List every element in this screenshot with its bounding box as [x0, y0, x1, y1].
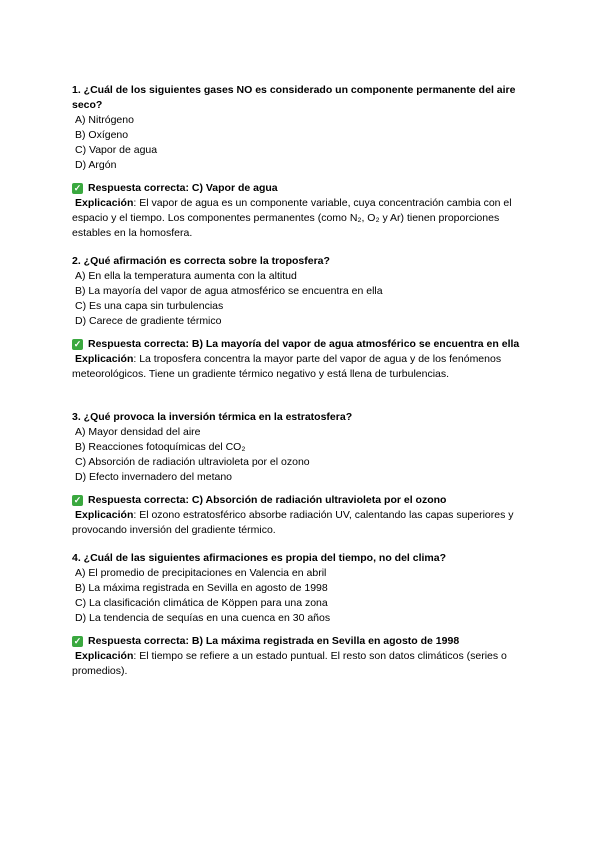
answer-text: Respuesta correcta: C) Absorción de radiación ultravioleta por el ozono [88, 494, 447, 506]
answer-text: Respuesta correcta: B) La máxima registrada en Sevilla en agosto de 1998 [88, 635, 460, 647]
check-icon: ✓ [73, 636, 82, 646]
explanation-label: Explicación [75, 650, 134, 662]
option-c: C) Absorción de radiación ultravioleta por el ozono [75, 456, 310, 468]
correct-answer [72, 181, 532, 196]
option-c: C) Vapor de agua [75, 144, 158, 156]
option-a: A) El promedio de precipitaciones en Valencia en abril [75, 567, 327, 579]
correct-answer [72, 634, 532, 649]
question-3 [72, 410, 532, 538]
explanation-text: : El vapor de agua es un componente variable, cuya concentración cambia con el espacio y el tiempo. Los componentes permanentes (como N₂, O₂ y Ar) tienen proporciones estables en la homosfera. [72, 197, 512, 239]
explanation-label: Explicación [75, 509, 134, 521]
check-icon: ✓ [73, 495, 82, 505]
option-d: D) Carece de gradiente térmico [75, 315, 222, 327]
question-title: 3. ¿Qué provoca la inversión térmica en la estratosfera? [72, 411, 353, 423]
option-b: B) La máxima registrada en Sevilla en agosto de 1998 [75, 582, 328, 594]
option-c: C) La clasificación climática de Köppen para una zona [75, 597, 328, 609]
option-b: B) Reacciones fotoquímicas del CO₂ [75, 441, 246, 453]
answer-text: Respuesta correcta: C) Vapor de agua [88, 182, 278, 194]
check-icon: ✓ [73, 339, 82, 349]
question-title: 1. ¿Cuál de los siguientes gases NO es considerado un componente permanente del aire seco? [72, 84, 516, 111]
explanation-text: : La troposfera concentra la mayor parte del vapor de agua y de los fenómenos meteorológicos. Tiene un gradiente térmico negativo y está llena de turbulencias. [72, 353, 502, 380]
explanation [72, 352, 532, 382]
option-a: A) Mayor densidad del aire [75, 426, 201, 438]
explanation [72, 508, 532, 538]
explanation-text: : El ozono estratosférico absorbe radiación UV, calentando las capas superiores y provocando inversión del gradiente térmico. [72, 509, 514, 536]
question-title: 2. ¿Qué afirmación es correcta sobre la troposfera? [72, 255, 330, 267]
question-1 [72, 83, 532, 241]
option-c: C) Es una capa sin turbulencias [75, 300, 224, 312]
option-d: D) Efecto invernadero del metano [75, 471, 233, 483]
question-title: 4. ¿Cuál de las siguientes afirmaciones es propia del tiempo, no del clima? [72, 552, 447, 564]
explanation [72, 196, 532, 241]
option-b: B) Oxígeno [75, 129, 129, 141]
answer-text: Respuesta correcta: B) La mayoría del vapor de agua atmosférico se encuentra en ella [88, 338, 520, 350]
explanation [72, 649, 532, 679]
correct-answer [72, 337, 532, 352]
explanation-label: Explicación [75, 197, 134, 209]
option-a: A) En ella la temperatura aumenta con la altitud [75, 270, 297, 282]
question-4 [72, 551, 532, 679]
question-2 [72, 254, 532, 382]
option-d: D) La tendencia de sequías en una cuenca en 30 años [75, 612, 331, 624]
option-b: B) La mayoría del vapor de agua atmosférico se encuentra en ella [75, 285, 383, 297]
option-d: D) Argón [75, 159, 117, 171]
correct-answer [72, 493, 532, 508]
option-a: A) Nitrógeno [75, 114, 134, 126]
check-icon: ✓ [73, 183, 82, 193]
explanation-text: : El tiempo se refiere a un estado puntual. El resto son datos climáticos (series o promedios). [72, 650, 507, 677]
explanation-label: Explicación [75, 353, 134, 365]
